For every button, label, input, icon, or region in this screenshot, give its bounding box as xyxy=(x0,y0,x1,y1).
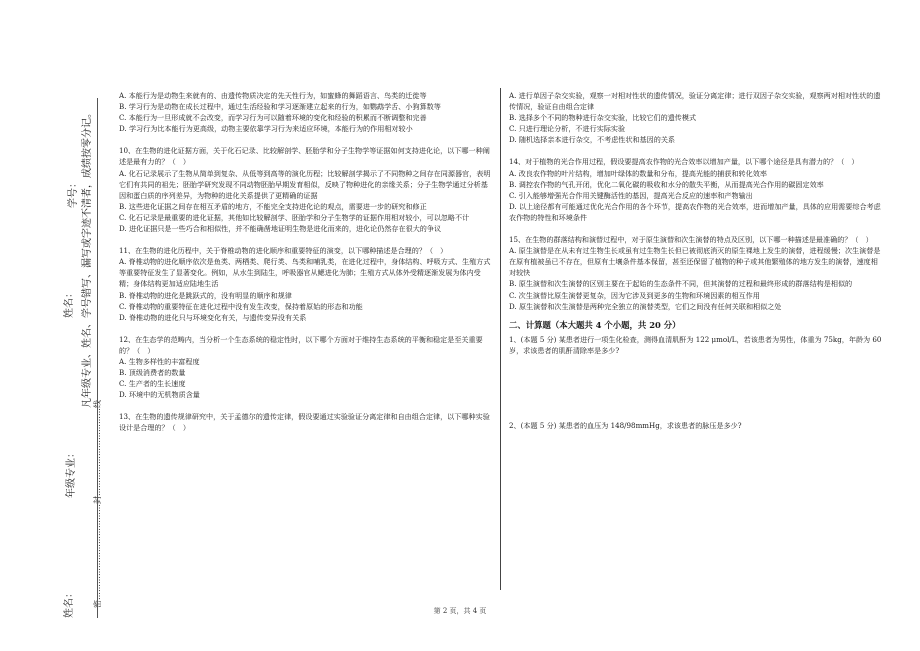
right-column xyxy=(509,90,884,431)
q11-option-a: A. 脊椎动物的进化顺序依次是鱼类、两栖类、爬行类、鸟类和哺乳类，在进化过程中，身体结构、呼吸方式、生殖方式等重要特征发生了显著变化。例如，从水生到陆生，呼吸器官从鳃进化为肺；生殖方式从体外受精逐渐发展为体内受精；身体结构更加适应陆地生活 xyxy=(119,257,491,289)
q10-option-d: D. 进化证据只是一些巧合和相似性，并不能确凿地证明生物是进化而来的，进化论仍然存在很大的争议 xyxy=(119,224,442,234)
column-divider xyxy=(500,88,501,590)
q11-option-c: C. 脊椎动物的重要特征在进化过程中没有发生改变，保持着原始的形态和功能 xyxy=(119,301,363,311)
q15-option-d: D. 原生演替和次生演替是两种完全独立的演替类型，它们之间没有任何关联和相似之处 xyxy=(509,301,782,311)
q11-option-d: D. 脊椎动物的进化只与环境变化有关，与遗传变异没有关系 xyxy=(119,312,307,322)
seal-notice: 凡年级专业、姓名、学号错写、漏写或字迹不清者，成绩按零分记。 xyxy=(82,108,93,408)
page-number: 第 2 页，共 4 页 xyxy=(433,607,487,615)
calc-q2: 2、(本题 5 分) 某患者的血压为 148/98mmHg，求该患者的脉压是多少? xyxy=(509,420,742,430)
seal-line: 密………………………………封……………………………线 xyxy=(93,400,102,608)
q14-option-c: C. 引入能够增强光合作用关键酶活性的基因，提高光合反应的速率和产物输出 xyxy=(509,190,753,200)
q12-stem: 12、在生态学的范畴内，当分析一个生态系统的稳定性时，以下哪个方面对于维持生态系统的平衡和稳定是至关重要的？（ ） xyxy=(119,334,483,355)
q9-option-d: D. 学习行为比本能行为更高级，动物主要依靠学习行为来适应环境，本能行为的作用相对较小 xyxy=(119,124,413,134)
q12-option-c: C. 生产者的生长速度 xyxy=(119,379,186,389)
calc-section-title: 二、计算题（本大题共 4 个小题，共 20 分） xyxy=(509,319,681,330)
q14-option-d: D. 以上途径都有可能通过优化光合作用的各个环节，提高农作物的光合效率，进而增加产量，具体的应用需要综合考虑农作物的特性和环境条件 xyxy=(509,201,881,222)
college-label: 姓名： xyxy=(64,588,75,618)
q11-option-b: B. 脊椎动物的进化是跳跃式的，没有明显的顺序和规律 xyxy=(119,290,292,300)
q13-option-a: A. 进行单因子杂交实验，观察一对相对性状的遗传情况，验证分离定律；进行双因子杂交实验，观察两对相对性状的遗传情况，验证自由组合定律 xyxy=(509,91,881,112)
q9-option-a: A. 本能行为是动物生来就有的、由遗传物质决定的先天性行为，如蜜蜂的舞蹈语言、鸟类的迁徙等 xyxy=(119,91,427,100)
q15-option-b: B. 原生演替和次生演替的区别主要在于起始的生态条件不同，但其演替的过程和最终形成的群落结构是相似的 xyxy=(509,279,853,289)
left-column xyxy=(119,90,492,434)
q15-stem: 15、在生物的群落结构和演替过程中，对于原生演替和次生演替的特点及区别，以下哪一种描述是最准确的？（ ） xyxy=(509,235,873,245)
q12-option-d: D. 环境中的无机物质含量 xyxy=(119,390,200,400)
q10-option-a: A. 化石记录展示了生物从简单到复杂、从低等到高等的演化历程；比较解剖学揭示了不同物种之间存在同源器官，表明它们有共同的祖先；胚胎学研究发现不同动物胚胎早期发育相似，反映了物种进化的亲缘关系；分子生物学通过分析基因和蛋白质的序列差异，为物种的进化关系提供了更精确的证据 xyxy=(119,168,491,200)
q12-option-b: B. 顶级消费者的数量 xyxy=(119,368,186,378)
q15-option-a: A. 原生演替是在从未有过生物生长或虽有过生物生长但已被彻底消灭的原生裸地上发生的演替，进程缓慢；次生演替是在原有植被虽已不存在，但原有土壤条件基本保留，甚至还保留了植物的种子或其他繁殖体的地方发生的演替，速度相对较快 xyxy=(509,246,881,278)
binding-line xyxy=(97,98,98,618)
grade-major-label: 年级专业： xyxy=(66,448,77,498)
q14-option-a: A. 改良农作物的叶片结构，增加叶绿体的数量和分布，提高光能的捕获和转化效率 xyxy=(509,168,767,178)
q15-option-c: C. 次生演替比原生演替更复杂，因为它涉及到更多的生物和环境因素的相互作用 xyxy=(509,290,760,300)
q13-option-b: B. 选择多个不同的物种进行杂交实验，比较它们的遗传模式 xyxy=(509,113,697,123)
q10-option-b: B. 这些进化证据之间存在相互矛盾的地方，不能完全支持进化论的观点，需要进一步的研究和修正 xyxy=(119,201,427,211)
student-id-label: 学号： xyxy=(68,178,79,208)
calc-q1: 1、(本题 5 分) 某患者进行一项生化检查，测得血清肌酐为 122 μmol/L，若该患者为男性，体重为 75kg，年龄为 60 岁，求该患者的肌酐清除率是多少? xyxy=(509,334,882,355)
q9-option-c: C. 本能行为一旦形成就不会改变，而学习行为可以随着环境的变化和经验的积累而不断调整和完善 xyxy=(119,113,427,123)
q14-stem: 14、对于植物的光合作用过程，假设要提高农作物的光合效率以增加产量，以下哪个途径是具有潜力的？（ ） xyxy=(509,157,859,167)
q9-option-b: B. 学习行为是动物在成长过程中，通过生活经验和学习逐渐建立起来的行为，如鹦鹉学舌、小狗算数等 xyxy=(119,102,441,112)
binding-margin xyxy=(52,98,102,618)
q11-stem: 11、在生物的进化历程中，关于脊椎动物的进化顺序和重要特征的演变，以下哪种描述是合理的？（ ） xyxy=(119,246,448,256)
q13-option-d: D. 随机选择亲本进行杂交，不考虑性状和基因的关系 xyxy=(509,135,676,145)
q10-stem: 10、在生物的进化证据方面，关于化石记录、比较解剖学、胚胎学和分子生物学等证据如何支持进化论，以下哪一种阐述是最有力的？（ ） xyxy=(119,146,490,167)
q10-option-c: C. 化石记录是最重要的进化证据，其他如比较解剖学、胚胎学和分子生物学的证据作用相对较小，可以忽略不计 xyxy=(119,212,470,222)
q12-option-a: A. 生物多样性的丰富程度 xyxy=(119,356,200,366)
q13-option-c: C. 只进行理论分析，不进行实际实验 xyxy=(509,124,626,134)
q13-stem: 13、在生物的遗传规律研究中，关于孟德尔的遗传定律，假设要通过实验验证分离定律和自由组合定律，以下哪种实验设计是合理的？（ ） xyxy=(119,412,490,433)
q14-option-b: B. 调控农作物的气孔开闭，优化二氧化碳的吸收和水分的散失平衡，从而提高光合作用的碳固定效率 xyxy=(509,179,824,189)
name-label: 姓名： xyxy=(64,288,75,318)
